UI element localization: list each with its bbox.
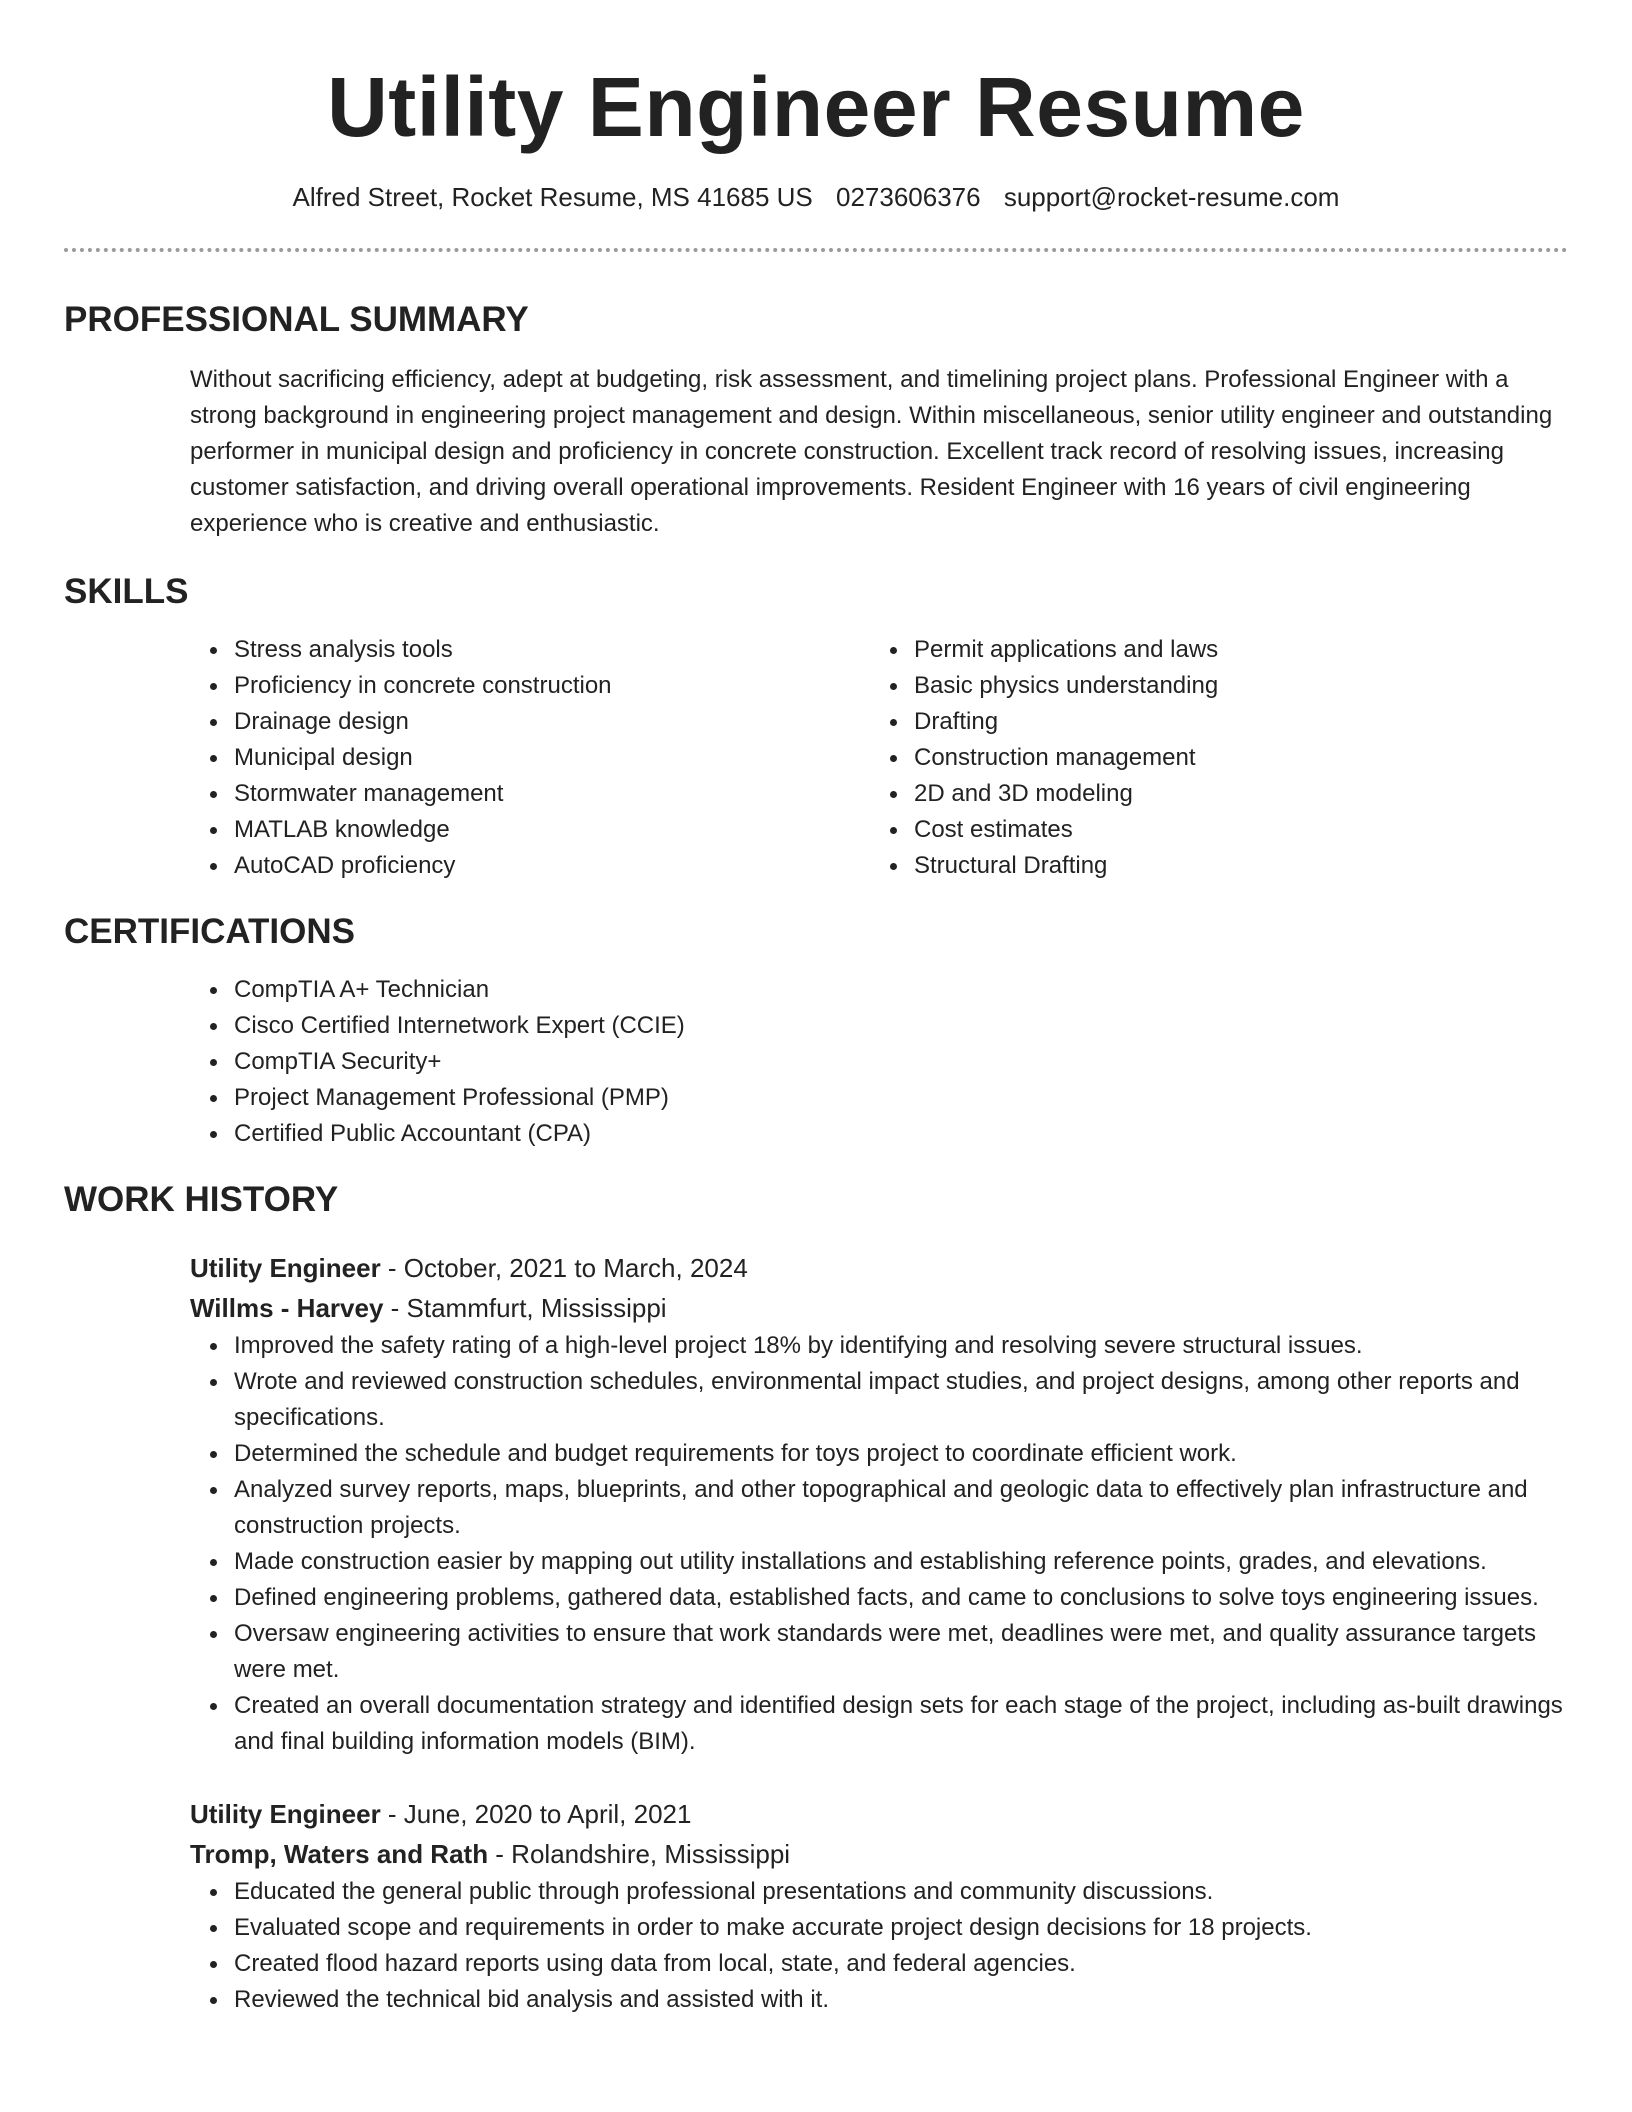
skill-item: Stormwater management [190, 776, 870, 812]
skill-item: Basic physics understanding [870, 668, 1550, 704]
job-entry [190, 1794, 1568, 2018]
summary-text: Without sacrificing efficiency, adept at budgeting, risk assessment, and timelining project plans. Professional Engineer with a strong background in engineering project management and design. Within miscellaneous, senior utility engineer and outstanding performer in municipal design and proficiency in concrete construction. Excellent track record of resolving issues, increasing customer satisfaction, and driving overall operational improvements. Resident Engineer with 16 years of civil engineering experience who is creative and enthusiastic. [190, 366, 1553, 537]
certification-item: Cisco Certified Internetwork Expert (CCIE) [190, 1008, 1568, 1044]
skill-item: Cost estimates [870, 812, 1550, 848]
skill-item: Drafting [870, 704, 1550, 740]
certification-item: CompTIA Security+ [190, 1044, 1568, 1080]
skills-heading: SKILLS [64, 572, 189, 611]
summary-heading: PROFESSIONAL SUMMARY [64, 300, 529, 339]
job-title-line [190, 1248, 1568, 1288]
skill-item: Construction management [870, 740, 1550, 776]
responsibility-item: Made construction easier by mapping out utility installations and establishing reference points, grades, and elevations. [190, 1544, 1568, 1580]
certifications-list [190, 972, 1568, 1152]
skill-item: Stress analysis tools [190, 632, 870, 668]
skill-item: 2D and 3D modeling [870, 776, 1550, 812]
contact-phone: 0273606376 [836, 182, 981, 212]
job-company-line [190, 1834, 1568, 1874]
certifications-bullets [190, 972, 1568, 1152]
job-company-line [190, 1288, 1568, 1328]
skills-left-column [190, 632, 870, 884]
responsibility-item: Improved the safety rating of a high-level project 18% by identifying and resolving severe structural issues. [190, 1328, 1568, 1364]
job-responsibilities [190, 1874, 1568, 2018]
certification-item: Project Management Professional (PMP) [190, 1080, 1568, 1116]
certification-item: CompTIA A+ Technician [190, 972, 1568, 1008]
responsibility-item: Created an overall documentation strategy and identified design sets for each stage of the project, including as-built drawings and final building information models (BIM). [190, 1688, 1568, 1760]
job-location: - Stammfurt, Mississippi [383, 1293, 667, 1323]
contact-line [64, 180, 1568, 214]
responsibility-item: Wrote and reviewed construction schedules, environmental impact studies, and project designs, among other reports and specifications. [190, 1364, 1568, 1436]
responsibility-item: Determined the schedule and budget requirements for toys project to coordinate efficient work. [190, 1436, 1568, 1472]
skills-list [190, 632, 1568, 884]
job-entry [190, 1248, 1568, 1760]
responsibility-item: Educated the general public through professional presentations and community discussions. [190, 1874, 1568, 1910]
skill-item: Municipal design [190, 740, 870, 776]
job-dates: - June, 2020 to April, 2021 [380, 1799, 692, 1829]
responsibility-item: Defined engineering problems, gathered data, established facts, and came to conclusions to solve toys engineering issues. [190, 1580, 1568, 1616]
skill-item: Proficiency in concrete construction [190, 668, 870, 704]
job-title-line [190, 1794, 1568, 1834]
job-company: Willms - Harvey [190, 1293, 384, 1323]
skill-item: Permit applications and laws [870, 632, 1550, 668]
skill-item: MATLAB knowledge [190, 812, 870, 848]
job-title: Utility Engineer [190, 1799, 381, 1829]
responsibility-item: Reviewed the technical bid analysis and assisted with it. [190, 1982, 1568, 2018]
job-dates: - October, 2021 to March, 2024 [380, 1253, 748, 1283]
contact-address: Alfred Street, Rocket Resume, MS 41685 US [292, 182, 813, 212]
responsibility-item: Analyzed survey reports, maps, blueprints, and other topographical and geologic data to effectively plan infrastructure and construction projects. [190, 1472, 1568, 1544]
contact-email: support@rocket-resume.com [1003, 182, 1340, 212]
skill-item: Drainage design [190, 704, 870, 740]
skill-item: Structural Drafting [870, 848, 1550, 884]
header-divider [64, 248, 1568, 252]
skill-item: AutoCAD proficiency [190, 848, 870, 884]
job-company: Tromp, Waters and Rath [190, 1839, 489, 1869]
skills-right-column [870, 632, 1550, 884]
resume-page [64, 0, 1568, 2018]
job-responsibilities [190, 1328, 1568, 1760]
responsibility-item: Created flood hazard reports using data from local, state, and federal agencies. [190, 1946, 1568, 1982]
certification-item: Certified Public Accountant (CPA) [190, 1116, 1568, 1152]
work-history-heading: WORK HISTORY [64, 1180, 339, 1219]
certifications-heading: CERTIFICATIONS [64, 912, 356, 951]
resume-title: Utility Engineer Resume [327, 60, 1305, 154]
responsibility-item: Oversaw engineering activities to ensure that work standards were met, deadlines were met, and quality assurance targets were met. [190, 1616, 1568, 1688]
responsibility-item: Evaluated scope and requirements in order to make accurate project design decisions for 18 projects. [190, 1910, 1568, 1946]
job-location: - Rolandshire, Mississippi [488, 1839, 791, 1869]
job-title: Utility Engineer [190, 1253, 381, 1283]
